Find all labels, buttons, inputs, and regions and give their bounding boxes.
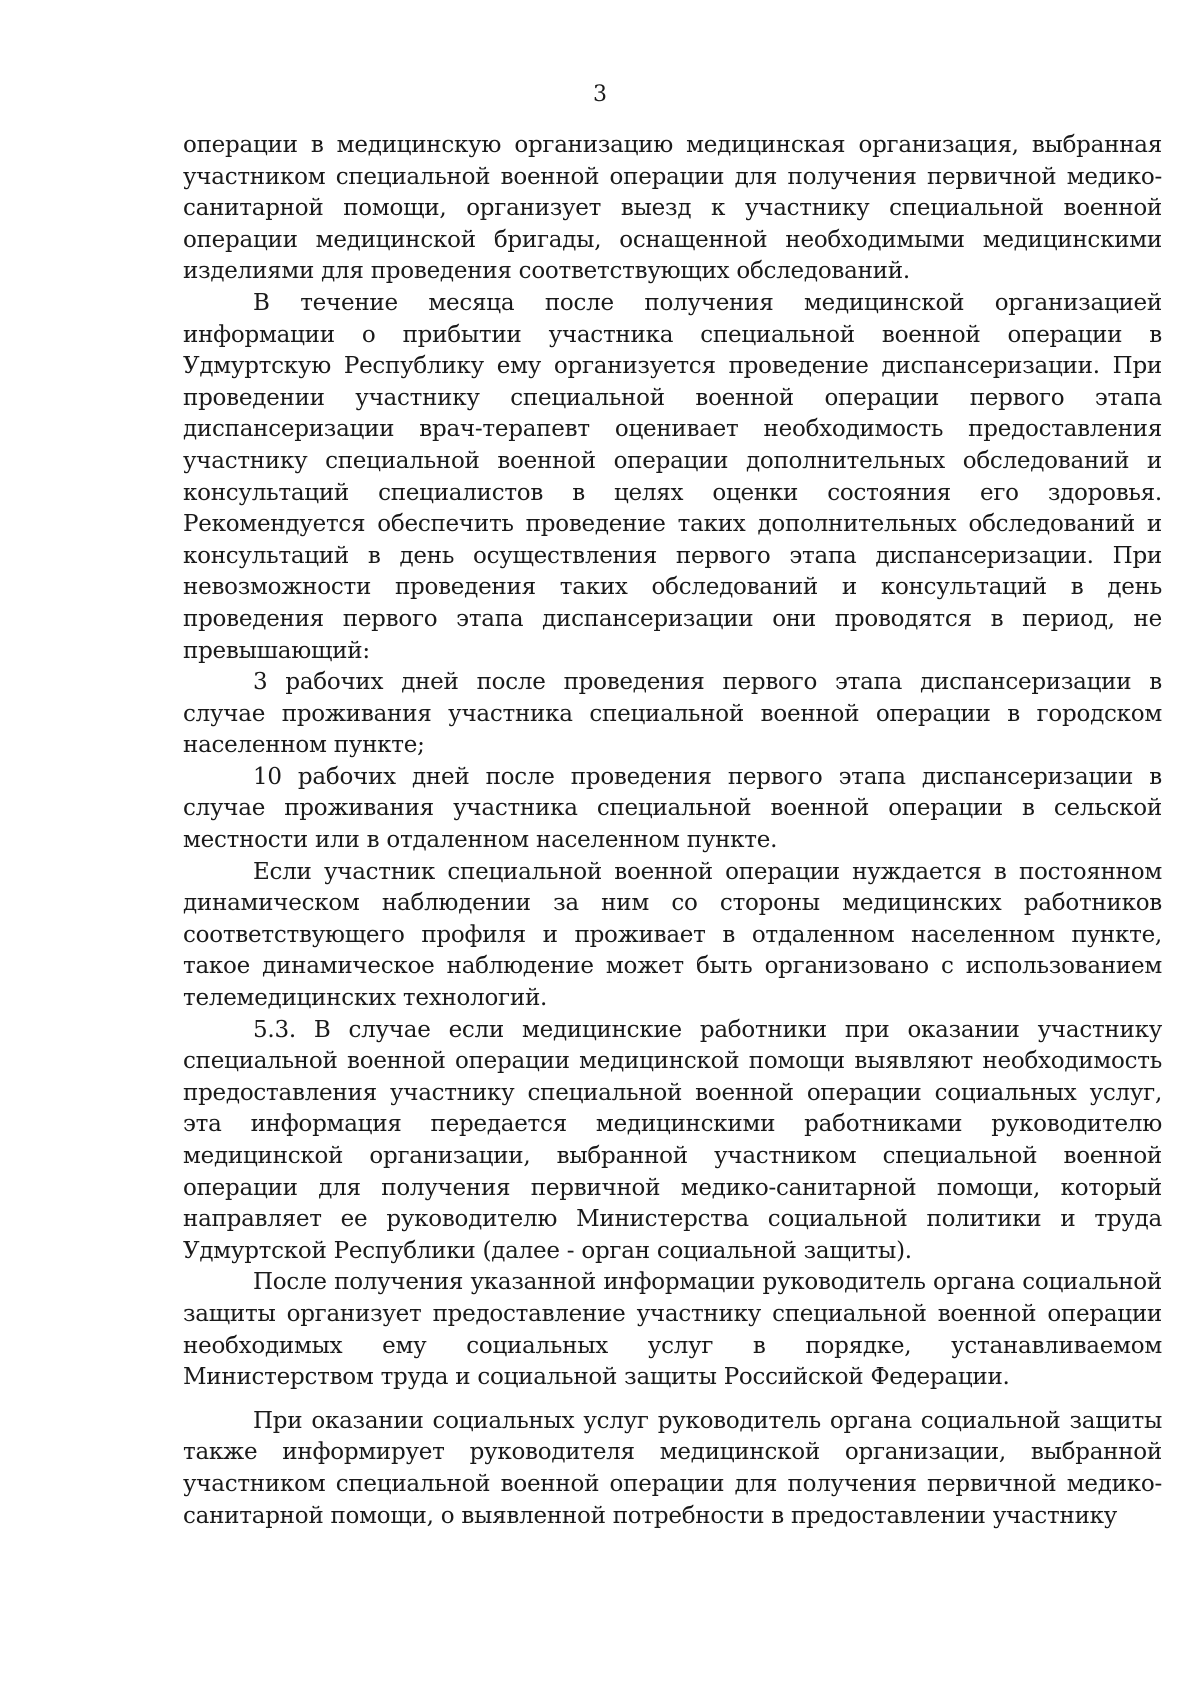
document-body — [183, 130, 1162, 1532]
paragraph-social-informing: При оказании социальных услуг руководитель органа социальной защиты также информирует руководителя медицинской организации, выбранной участником специальной военной операции для получения первичной медико-санитарной помощи, о выявленной потребности в предоставлении участнику — [183, 1407, 1162, 1529]
page-number: 3 — [593, 82, 607, 107]
paragraph-social-services: После получения указанной информации руководитель органа социальной защиты организует предоставление участнику специальной военной операции необходимых ему социальных услуг в порядке, устанавливаемом Министерством труда и социальной защиты Российской Федерации. — [183, 1269, 1162, 1391]
paragraph-section-5-3: 5.3. В случае если медицинские работники при оказании участнику специальной военной операции медицинской помощи выявляют необходимость предоставления участнику специальной военной операции социальных услуг, эта информация передается медицинскими работниками руководителю медицинской организации, выбранной участником специальной военной операции для получения первичной медико-санитарной помощи, который направляет ее руководителю Министерства социальной политики и труда Удмуртской Республики (далее - орган социальной защиты). — [183, 1016, 1162, 1264]
paragraph-rural-10-days: 10 рабочих дней после проведения первого этапа диспансеризации в случае проживания участника специальной военной операции в сельской местности или в отдаленном населенном пункте. — [183, 763, 1162, 854]
paragraph-continuation: операции в медицинскую организацию медицинская организация, выбранная участником специальной военной операции для получения первичной медико-санитарной помощи, организует выезд к участнику специальной военной операции медицинской бригады, оснащенной необходимыми медицинскими изделиями для проведения соответствующих обследований. — [183, 132, 1162, 285]
paragraph-telemedicine: Если участник специальной военной операции нуждается в постоянном динамическом наблюдении за ним со стороны медицинских работников соответствующего профиля и проживает в отдаленном населенном пункте, такое динамическое наблюдение может быть организовано с использованием телемедицинских технологий. — [183, 858, 1162, 1012]
paragraph-urban-3-days: 3 рабочих дней после проведения первого этапа диспансеризации в случае проживания участника специальной военной операции в городском населенном пункте; — [183, 669, 1162, 759]
paragraph-dispensary-month: В течение месяца после получения медицинской организацией информации о прибытии участника специальной военной операции в Удмуртскую Республику ему организуется проведение диспансеризации. При проведении участнику специальной военной операции первого этапа диспансеризации врач-терапевт оценивает необходимость предоставления участнику специальной военной операции дополнительных обследований и консультаций специалистов в целях оценки состояния его здоровья. Рекомендуется обеспечить проведение таких дополнительных обследований и консультаций в день осуществления первого этапа диспансеризации. При невозможности проведения таких обследований и консультаций в день проведения первого этапа диспансеризации они проводятся в период, не превышающий: — [183, 289, 1162, 664]
